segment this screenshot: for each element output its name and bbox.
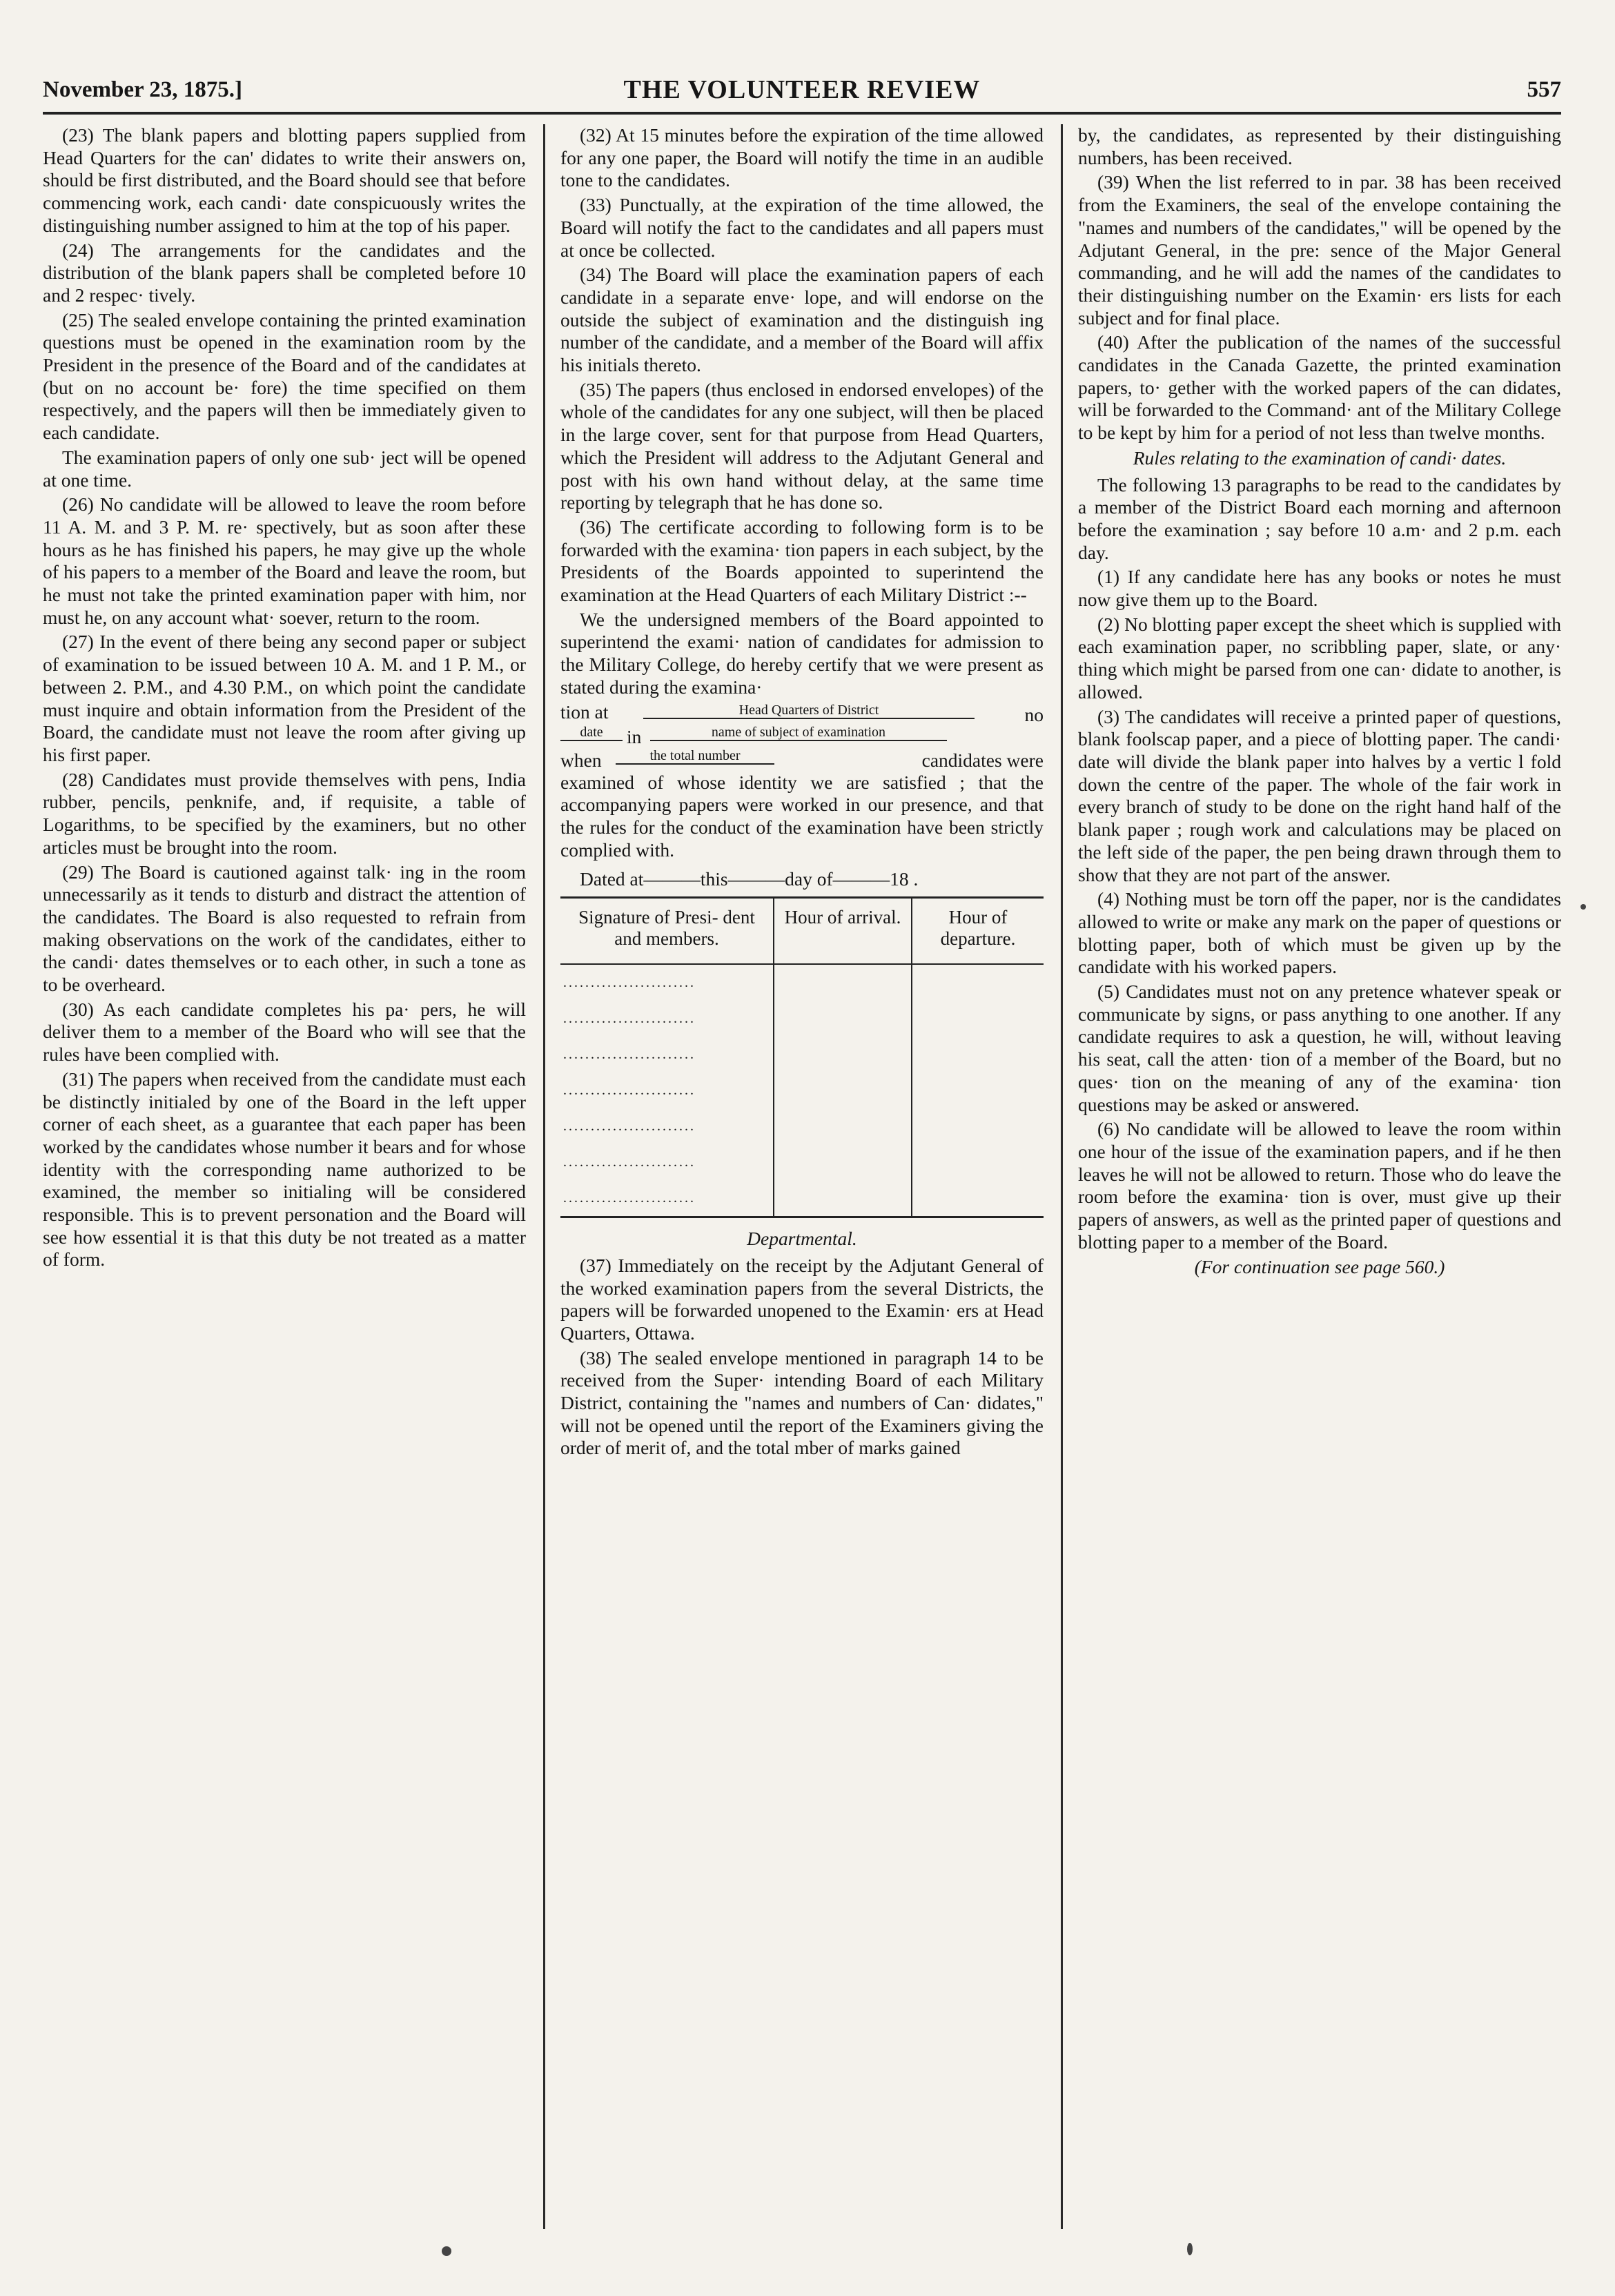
header-date: November 23, 1875.] [43,77,243,102]
form-blank-date: date [560,725,623,741]
paragraph: The following 13 paragraphs to be read to the candidates by a member of the District Board each morning and afternoon before the examination ; say before 10 a.m· and 2 p.m. each day. [1078,473,1561,563]
page-number: 557 [1527,77,1561,102]
table-row [560,1037,1044,1072]
signature-cell: ........................ [560,1180,774,1217]
paragraph: (5) Candidates must not on any pretence whatever speak or communicate by signs, or pass anything to one another. If any candidate requires to ask a question, he will, without leaving his seat, call the atten· tion of a member of the Board, but no ques· tion on the meaning of any of the examina· tion questions may be asked or answered. [1078,981,1561,1115]
form-blank-district: Head Quarters of District [643,703,975,719]
paragraph: (2) No blotting paper except the sheet which is supplied with each examination paper, no scribbling paper, slate, or any· thing which might be parsed from one can· didate to another, is allowed. [1078,613,1561,703]
paragraph: (40) After the publication of the names of the successful candidates in the Canada Gazette, the printed examination papers, to· gether with the worked papers of the can didates, will be forwarded to the Command· ant of the Military College to be kept by him for a period of not less than twelve months. [1078,331,1561,444]
ink-speck [1187,2243,1193,2255]
column-header: Hour of arrival. [774,898,912,965]
column-2 [560,124,1044,2222]
column-1 [43,124,526,2222]
departure-cell [912,1180,1044,1217]
column-rule [1061,124,1063,2229]
table-row [560,1144,1044,1180]
signature-cell: ........................ [560,1037,774,1072]
arrival-cell [774,1037,912,1072]
table-row [560,1072,1044,1108]
table-row [560,964,1044,1001]
dated-line: Dated at———this———day of———18 . [580,868,919,890]
departure-cell [912,1037,1044,1072]
paragraph: (35) The papers (thus enclosed in endorsed envelopes) of the whole of the candidates for any one subject, will then be placed in the large cover, sent for that purpose from Head Quarters, which the President will address to the Adjutant General and post with his own hand without delay, at the same time reporting by telegraph that he has done so. [560,378,1044,513]
form-blank-total: the total number [616,748,774,765]
paragraph: (6) No candidate will be allowed to leave the room within one hour of the issue of the examination papers, and if he then leaves he will not be allowed to return. Those who do leave the room before the examina· tion is over, must give up their papers of answers, as well as the printed paper of questions and blotting paper to a member of the Board. [1078,1118,1561,1253]
masthead-title: THE VOLUNTEER REVIEW [623,75,981,104]
form-label: when [560,749,602,771]
paragraph: (39) When the list referred to in par. 38 has been received from the Examiners, the seal of the envelope containing the "names and numbers of the candidates," will be opened by the Adjutant General, in the pre: sence of the Major General commanding, and he will add the names of the candidates to their distinguishing number on the Examin· ers lists for each subject and for final place. [1078,171,1561,328]
arrival-cell [774,1001,912,1037]
signature-cell: ........................ [560,1108,774,1144]
certificate-form-line-2 [560,725,1044,748]
section-heading: Rules relating to the examination of candi· dates. [1133,447,1507,469]
form-label: in [627,725,642,747]
departure-cell [912,1001,1044,1037]
page-header [43,69,1561,108]
paragraph: (32) At 15 minutes before the expiration of the time allowed for any one paper, the Board will notify the time in an audible tone to the candidates. [560,124,1044,191]
header-rule [43,112,1561,115]
arrival-cell [774,1072,912,1108]
signature-table [560,896,1044,1218]
paragraph: (1) If any candidate here has any books or notes he must now give them up to the Board. [1078,566,1561,611]
certificate-form-line-1 [560,701,1044,725]
paragraph: (31) The papers when received from the candidate must each be distinctly initialed by one of the Board in the left upper corner of each sheet, as a guarantee that each paper has been worked by the candidates whose number it bears and for whose identity with the corresponding name authorized to be examined, the member so initialing will be considered responsible. This is to prevent personation and the Board will see how essential it is that this duty be not treated as a matter of form. [43,1068,526,1270]
departure-cell [912,964,1044,1001]
paragraph: (25) The sealed envelope containing the printed examination questions must be opened in the examination room by the President in the presence of the Board and of the candidates at (but on no account be· fore) the time specified on them respectively, and the papers will then be immediately given to each candidate. [43,308,526,444]
paragraph: (33) Punctually, at the expiration of the time allowed, the Board will notify the fact to the candidates and all papers must at once be collected. [560,194,1044,261]
paragraph: (36) The certificate according to following form is to be forwarded with the examina· tion papers in each subject, by the Presidents of the Boards appointed to superintend the examination at the Head Quarters of each Military District :-- [560,516,1044,606]
column-header: Signature of Presi- dent and members. [560,898,774,965]
departure-cell [912,1108,1044,1144]
column-3 [1078,124,1561,2222]
paragraph: The examination papers of only one sub· ject will be opened at one time. [43,446,526,491]
arrival-cell [774,1108,912,1144]
section-heading: Departmental. [747,1228,857,1250]
paragraph: (3) The candidates will receive a printed paper of questions, blank foolscap paper, and a piece of blotting paper. The candi· date will divide the blank paper into halves by a vertic l fold down the centre of the paper. The whole of the fair work in every branch of study to be done on the right hand half of the blank paper ; rough work and calculations may be placed on the left side of the paper, the pen being drawn through them to show that they are not part of the answer. [1078,705,1561,885]
signature-cell: ........................ [560,1144,774,1180]
form-label: no [1024,703,1044,725]
paragraph: (27) In the event of there being any second paper or subject of examination to be issued between 10 A. M. and 1 P. M., or between 2. P.M., and 4.30 P.M., on which point the candidate must inquire and obtain information from the President of the Board, the candidate must not leave the room after giving up his first paper. [43,631,526,765]
arrival-cell [774,1144,912,1180]
ink-speck [442,2246,451,2256]
departure-cell [912,1144,1044,1180]
certificate-form-line-3 [560,748,1044,772]
form-label: candidates were [921,749,1044,771]
paragraph: (23) The blank papers and blotting papers supplied from Head Quarters for the can' didates to write their answers on, should be first distributed, and the Board should see that before commencing work, each candi· date conspicuously writes the distinguishing number assigned to him at the top of his paper. [43,124,526,236]
paragraph: (30) As each candidate completes his pa· pers, he will deliver them to a member of the Board who will see that the rules have been complied with. [43,998,526,1066]
paragraph: (29) The Board is cautioned against talk· ing in the room unnecessarily as it tends to disturb and distract the attention of the candidates. The Board is also requested to refrain from making observations on the work of the candidates, either to the candi· dates themselves or to each other, in such a tone as to be overheard. [43,861,526,996]
paragraph: (37) Immediately on the receipt by the Adjutant General of the worked examination papers from the several Districts, the papers will be forwarded unopened to the Examin· ers at Head Quarters, Ottawa. [560,1254,1044,1344]
paragraph: We the undersigned members of the Board appointed to superintend the exami· nation of candidates for admission to the Military College, do hereby certify that we were present as stated during the examina· [560,608,1044,698]
signature-cell: ........................ [560,1072,774,1108]
arrival-cell [774,964,912,1001]
paragraph: (4) Nothing must be torn off the paper, nor is the candidates allowed to write or make any mark on the paper of questions or blotting paper, both of which must be given up by the candidate with his worked papers. [1078,888,1561,978]
paragraph: (28) Candidates must provide themselves with pens, India rubber, pencils, penknife, and, if requisite, a table of Logarithms, to be specified by the examiners, but no other articles must be brought into the room. [43,768,526,858]
ink-speck [1580,904,1586,910]
form-label: tion at [560,700,609,723]
signature-cell: ........................ [560,1001,774,1037]
continuation-note: (For continuation see page 560.) [1194,1256,1445,1278]
paragraph: examined of whose identity we are satisfied ; that the accompanying papers were worked in our presence, and that the rules for the conduct of the examination have been strictly complied with. [560,771,1044,861]
table-row [560,1180,1044,1217]
signature-cell: ........................ [560,964,774,1001]
paragraph: (34) The Board will place the examination papers of each candidate in a separate enve· lope, and will endorse on the outside the subject of examination and the distinguish ing number of the candidate, and a member of the Board will affix his initials thereto. [560,264,1044,376]
departure-cell [912,1072,1044,1108]
column-header: Hour of departure. [912,898,1044,965]
newspaper-page [43,69,1561,2236]
arrival-cell [774,1180,912,1217]
table-row [560,1001,1044,1037]
column-rule [543,124,545,2229]
paragraph: (24) The arrangements for the candidates and the distribution of the blank papers shall be completed before 10 and 2 respec· tively. [43,239,526,306]
paragraph: (38) The sealed envelope mentioned in paragraph 14 to be received from the Super· intending Board of each Military District, containing the "names and numbers of Can· didates," will not be opened until the report of the Examiners giving the order of merit of, and the total mber of marks gained [560,1346,1044,1459]
paragraph: by, the candidates, as represented by their distinguishing numbers, has been received. [1078,124,1561,168]
paragraph: (26) No candidate will be allowed to leave the room before 11 A. M. and 3 P. M. re· spectively, but as soon after these hours as he has finished his papers, he may give up the whole of his papers to a member of the Board and leave the room, but he must not take the printed examination paper with him, nor must he, on any account what· soever, return to the room. [43,493,526,628]
table-row [560,1108,1044,1144]
form-blank-subject: name of subject of examination [650,725,947,741]
